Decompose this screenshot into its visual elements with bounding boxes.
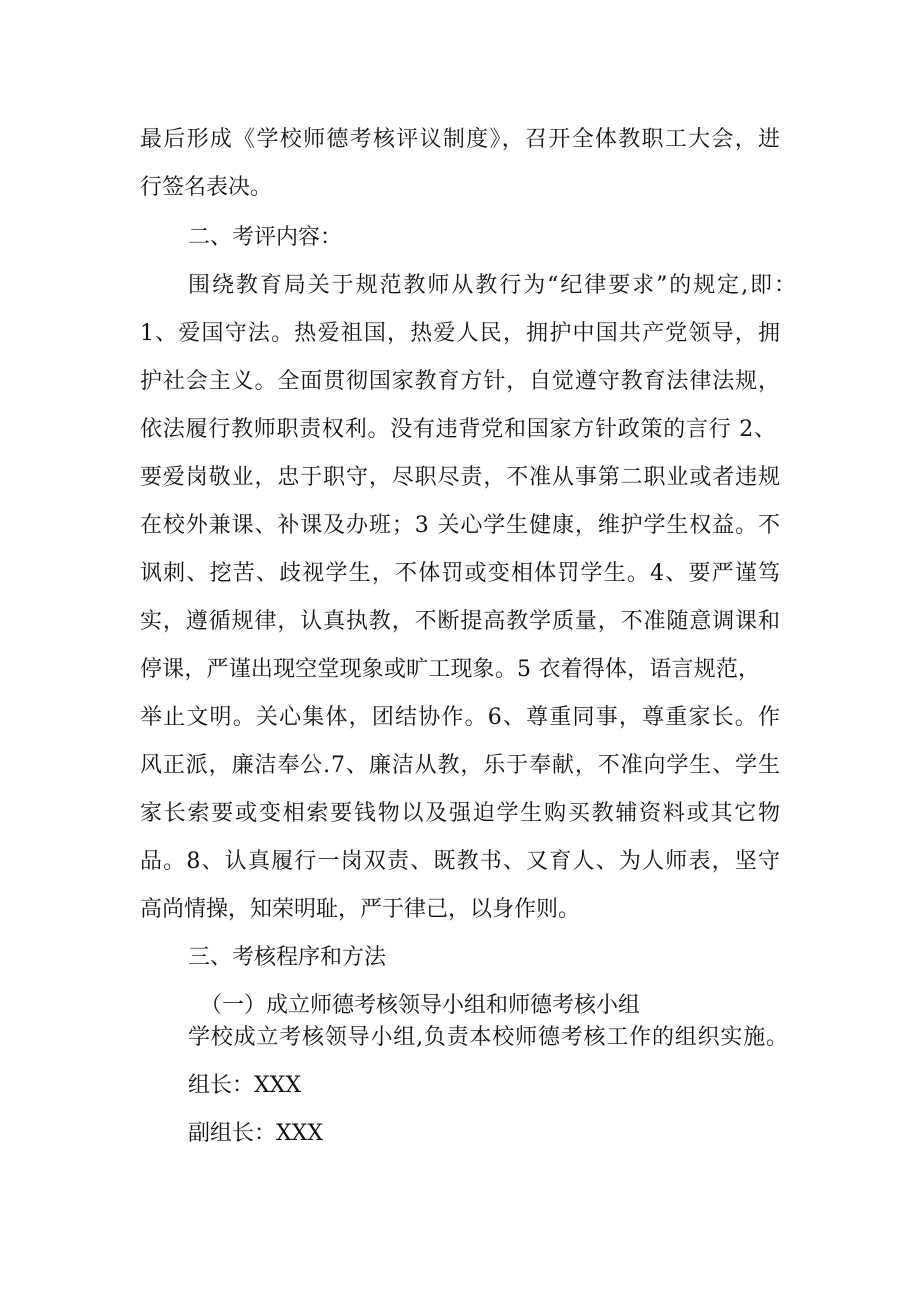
section-heading: 二、考评内容： xyxy=(188,225,343,250)
text-line: 实，遵循规律，认真执教，不断提高教学质量，不准随意调课和 xyxy=(140,609,781,634)
deputy-leader-line: 副组长：XXX xyxy=(188,1121,323,1146)
group-leader-line: 组长：XXX xyxy=(188,1073,301,1098)
text-line: 在校外兼课、补课及办班；3 关心学生健康，维护学生权益。不 xyxy=(140,513,781,538)
text-line: 家长索要或变相索要钱物以及强迫学生购买教辅资料或其它物 xyxy=(140,801,782,826)
text-line: 依法履行教师职责权利。没有违背党和国家方针政策的言行 2、 xyxy=(140,417,777,442)
subsection-heading: （一）成立师德考核领导小组和师德考核小组 xyxy=(200,993,641,1018)
text-line: 高尚情操，知荣明耻，严于律己，以身作则。 xyxy=(140,897,581,922)
text-line: 风正派，廉洁奉公.7、廉洁从教，乐于奉献，不准向学生、学生 xyxy=(140,753,781,778)
text-line: 1、爱国守法。热爱祖国，热爱人民，拥护中国共产党领导，拥 xyxy=(140,321,782,346)
text-line: 举止文明。关心集体，团结协作。6、尊重同事，尊重家长。作 xyxy=(140,705,782,730)
text-line: 讽刺、挖苦、歧视学生，不体罚或变相体罚学生。4、要严谨笃 xyxy=(140,561,782,586)
text-line: 最后形成《学校师德考核评议制度》，召开全体教职工大会，进 xyxy=(140,127,782,152)
text-line: 要爱岗敬业，忠于职守，尽职尽责，不准从事第二职业或者违规 xyxy=(140,465,781,490)
text-line: 学校成立考核领导小组,负责本校师德考核工作的组织实施。 xyxy=(188,1025,789,1050)
text-line: 品。8、认真履行一岗双责、既教书、又育人、为人师表，坚守 xyxy=(140,849,782,874)
text-line: 护社会主义。全面贯彻国家教育方针，自觉遵守教育法律法规， xyxy=(140,369,781,394)
text-line: 停课，严谨出现空堂现象或旷工现象。5 衣着得体，语言规范， xyxy=(140,657,761,682)
text-line: 行签名表决。 xyxy=(140,175,273,200)
section-heading: 三、考核程序和方法 xyxy=(188,945,387,970)
text-line: 围绕教育局关于规范教师从教行为“纪律要求”的规定,即： xyxy=(188,273,798,298)
